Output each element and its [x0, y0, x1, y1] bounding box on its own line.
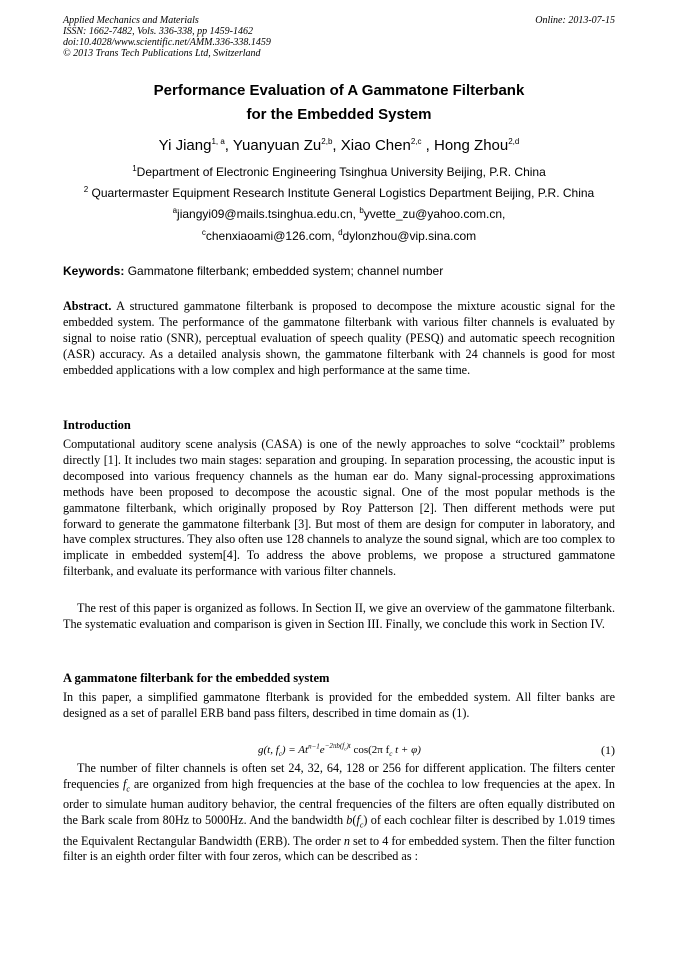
- affiliation-text: Department of Electronic Engineering Tsinghua University Beijing, P.R. China: [136, 165, 546, 179]
- text-run: of each cochlear filter is described by 1.019 times the Equivalent Rectangular Bandwidth (ERB). The order: [63, 813, 615, 848]
- eq-part: ) = At: [281, 744, 309, 756]
- section2-paragraph-1: In this paper, a simplified gammatone flterbank is provided for the embedded system. All filter banks are designed as a set of parallel ERB band pass filters, described in time domain as (1).: [63, 690, 615, 720]
- symbol-sub: c: [126, 784, 130, 794]
- author-name: Yi Jiang: [158, 137, 212, 154]
- symbol-paren: (: [352, 813, 357, 828]
- journal-name: Applied Mechanics and Materials: [63, 15, 199, 26]
- author-name: Xiao Chen: [340, 137, 411, 154]
- section-heading-gammatone: A gammatone filterbank for the embedded system: [63, 671, 330, 685]
- email-address: dylonzhou@vip.sina.com: [342, 229, 477, 243]
- email-address: chenxiaoami@126.com,: [205, 229, 339, 243]
- symbol-f: f: [356, 813, 360, 828]
- symbol-b: b: [346, 813, 353, 828]
- author-separator: ,: [332, 137, 341, 154]
- abstract-text: A structured gammatone filterbank is proposed to decompose the mixture acoustic signal for the embedded system. The performance of the gammatone filterbank with various filter channels is evaluated by signal to noise ratio (SNR), perceptual evaluation of speech quality (PESQ) and automatic speech recognition (ASR) accuracy. As a detailed analysis shown, the gammatone filterbank with 24 channels is good for most embedded applications with a low complex and high performance at the same time.: [63, 299, 615, 377]
- author-affiliation-mark: 1, a: [211, 137, 225, 146]
- eq-exp-part: −2πb(f: [324, 742, 345, 751]
- author-list: [63, 136, 615, 156]
- eq-exp-part: )t: [346, 742, 351, 751]
- abstract: [63, 299, 615, 379]
- symbol-fc: f: [123, 776, 127, 791]
- paper-title-line-2: for the Embedded System: [246, 106, 432, 123]
- author-separator: ,: [421, 137, 434, 154]
- email-line-1: [63, 206, 615, 222]
- abstract-label: Abstract.: [63, 299, 112, 313]
- email-mark: d: [338, 228, 343, 237]
- eq-exp: [324, 742, 351, 753]
- affiliation-number: 1: [132, 164, 137, 173]
- symbol-paren: ): [363, 813, 368, 828]
- eq-part: g(t, f: [258, 744, 279, 756]
- email-address: jiangyi09@mails.tsinghua.edu.cn,: [177, 207, 360, 221]
- keywords-text: Gammatone filterbank; embedded system; channel number: [124, 264, 444, 278]
- email-mark: a: [172, 206, 178, 215]
- eq-sub: c: [278, 750, 282, 759]
- equation-formula: [258, 741, 421, 763]
- eq-exp-sub: c: [344, 747, 347, 753]
- text-run: The number of filter channels is often set 24, 32, 64, 128 or 256 for different application. The filters center frequencies: [63, 761, 615, 791]
- symbol-n: n: [343, 833, 350, 848]
- email-line-2: [63, 228, 615, 244]
- journal-issn: ISSN: 1662-7482, Vols. 336-338, pp 1459-1462: [63, 26, 253, 37]
- online-date: Online: 2013-07-15: [535, 15, 615, 26]
- author-affiliation-mark: 2,d: [508, 137, 520, 146]
- intro-paragraph-2: The rest of this paper is organized as follows. In Section II, we give an overview of the gammatone filterbank. The systematic evaluation and comparison is given in Section III. Finally, we conclude this work in Section IV.: [63, 601, 615, 631]
- eq-part: cos(2π f: [350, 744, 390, 756]
- eq-sub: c: [389, 750, 393, 759]
- author-affiliation-mark: 2,b: [321, 137, 333, 146]
- symbol-sub: c: [359, 820, 364, 830]
- affiliation-2: [40, 185, 638, 201]
- author-separator: ,: [224, 137, 233, 154]
- email-address: yvette_zu@yahoo.com.cn,: [363, 207, 506, 221]
- affiliation-text: Quartermaster Equipment Research Institute General Logistics Department Beijing, P.R. China: [88, 186, 595, 200]
- affiliation-1: [40, 164, 638, 180]
- keywords-label: Keywords:: [63, 264, 125, 278]
- text-run: set to 4 for embedded system. Then the filter function filter is an eighth order filter with four zeros, which can be described as :: [63, 833, 616, 864]
- email-mark: c: [201, 228, 206, 237]
- paper-title-line-1: Performance Evaluation of A Gammatone Filterbank: [153, 82, 525, 99]
- affiliation-number: 2: [83, 185, 89, 194]
- journal-header: [63, 15, 615, 59]
- section2-paragraph-2: [63, 761, 615, 865]
- email-mark: b: [359, 206, 364, 215]
- eq-part: e: [319, 744, 325, 756]
- section-heading-introduction: Introduction: [63, 418, 131, 432]
- journal-copyright: © 2013 Trans Tech Publications Ltd, Switzerland: [63, 48, 261, 59]
- eq-part: t + φ): [392, 744, 421, 756]
- eq-exp: n−1: [308, 742, 320, 751]
- author-name: Hong Zhou: [434, 137, 509, 154]
- intro-paragraph-1: Computational auditory scene analysis (CASA) is one of the newly approaches to solve “cocktail” problems directly [1]. It includes two main stages: separation and grouping. In separation processing, the acoustic input is decomposed into various frequency channels as the human ear do. Many signal-processing approximations methods have been proposed to decompose the acoustic signal. One of the most popular methods is the gammatone filterbank, which originally proposed by Roy Patterson [2]. Then different methods were put forward to generate the gammatone filterbank [3]. But most of them are design for computer in laboratory, and have complex structures. They also often use 128 channels to analyze the sound signal, which are too complex to implicate in embedded system[4]. To address the above problems, we propose a structured gammatone filterbank, and evaluate its performance with various filter channels.: [63, 437, 615, 579]
- author-name: Yuanyuan Zu: [232, 137, 322, 154]
- author-affiliation-mark: 2,c: [410, 137, 422, 146]
- equation-1: [63, 741, 615, 759]
- journal-doi: doi:10.4028/www.scientific.net/AMM.336-338.1459: [63, 37, 271, 48]
- keywords: [63, 263, 615, 279]
- equation-number: (1): [601, 743, 615, 757]
- text-run: are organized from high frequencies at the base of the cochlea to low frequencies at the apex. In order to simulate human auditory behavior, the central frequencies of the filters are often equally distributed on the Bark scale from 80Hz to 5000Hz. And the bandwidth: [63, 776, 616, 828]
